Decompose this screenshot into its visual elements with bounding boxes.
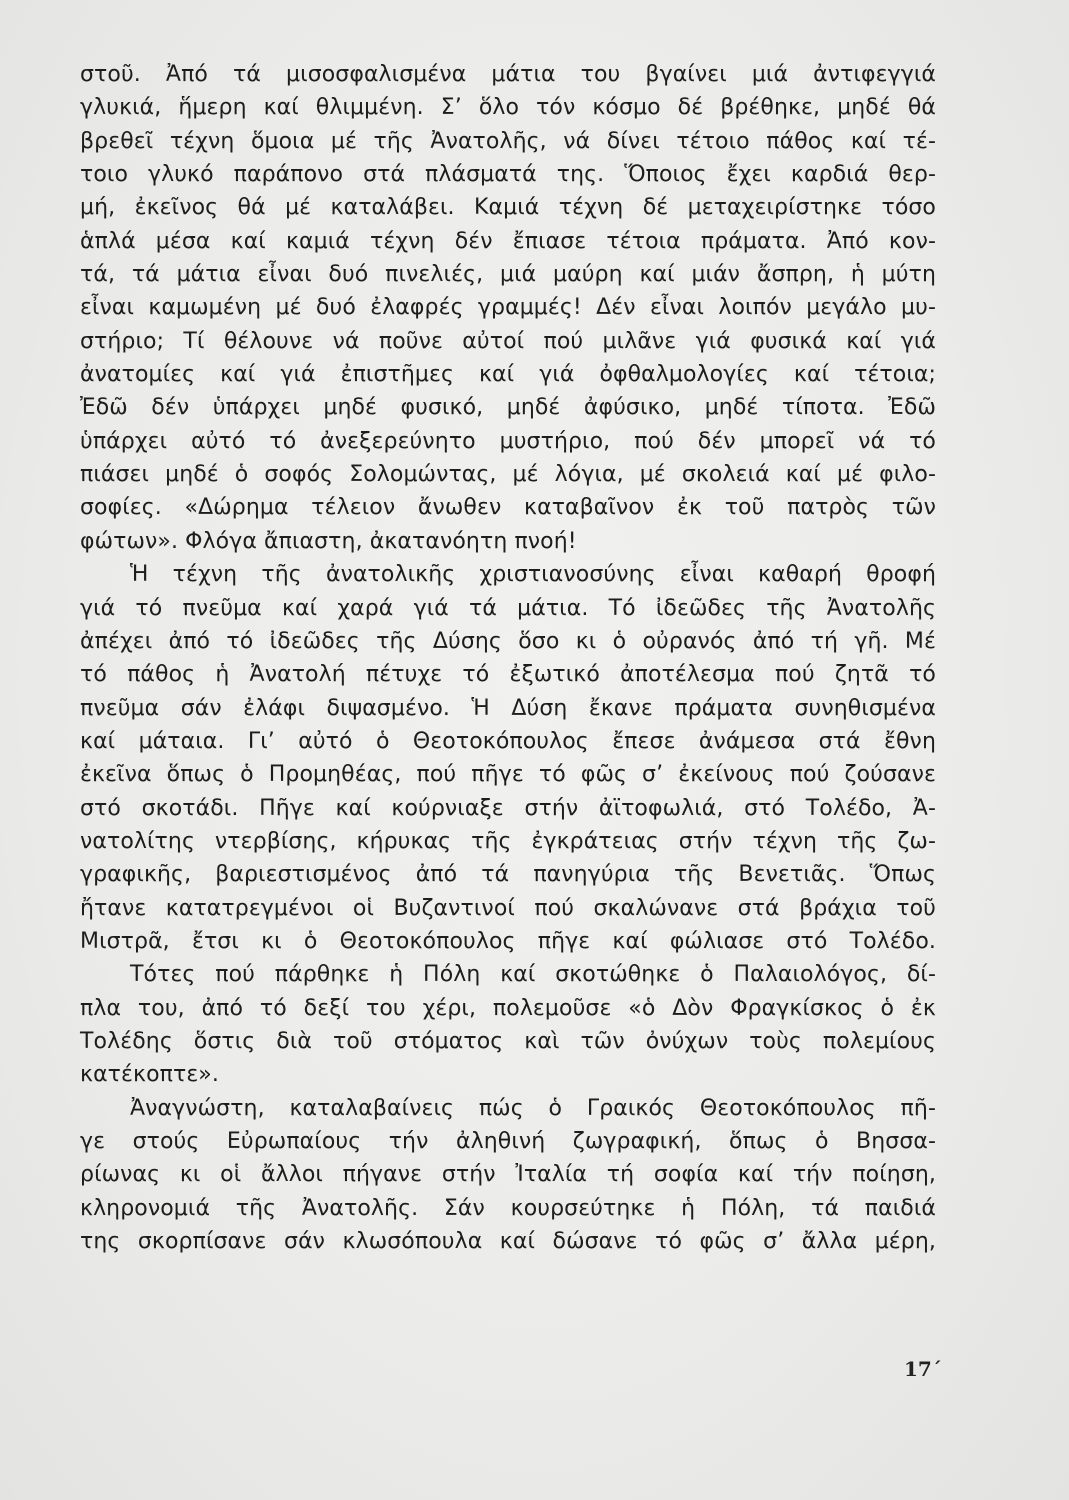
text-line: φώτων». Φλόγα ἄπιαστη, ἀκατανόητη πνοή! <box>80 528 577 554</box>
paragraph <box>80 958 936 1091</box>
text-line: πιάσει μηδέ ὁ σοφός Σολομώντας, μέ λόγια, μέ σκολειά καί μέ φιλο- <box>80 462 936 488</box>
page-number: 17΄ <box>904 1357 942 1381</box>
text-line: βρεθεῖ τέχνη ὅμοια μέ τῆς Ἀνατολῆς, νά δίνει τέτοιο πάθος καί τέ- <box>80 128 936 154</box>
text-line: καί μάταια. Γι’ αὐτό ὁ Θεοτοκόπουλος ἔπεσε ἀνάμεσα στά ἔθνη <box>80 728 936 754</box>
text-line: σοφίες. «Δώρημα τέλειον ἄνωθεν καταβαῖνον ἐκ τοῦ πατρὸς τῶν <box>80 495 936 521</box>
text-line: Ἡ τέχνη τῆς ἀνατολικῆς χριστιανοσύνης εἶναι καθαρή θροφή <box>130 562 936 588</box>
text-line: κληρονομιά τῆς Ἀνατολῆς. Σάν κουρσεύτηκε ἡ Πόλη, τά παιδιά <box>80 1195 936 1221</box>
text-line: κατέκοπτε». <box>80 1062 219 1088</box>
text-line: Μιστρᾶ, ἔτσι κι ὁ Θεοτοκόπουλος πῆγε καί φώλιασε στό Τολέδο. <box>80 928 936 954</box>
text-line: στοῦ. Ἀπό τά μισοσφαλισμένα μάτια του βγαίνει μιά ἀντιφεγγιά <box>80 62 936 87</box>
paragraph <box>80 558 936 958</box>
text-line: ὑπάρχει αὐτό τό ἀνεξερεύνητο μυστήριο, πού δέν μπορεῖ νά τό <box>80 428 936 454</box>
paragraph <box>80 58 936 558</box>
text-line: τοιο γλυκό παράπονο στά πλάσματά της. Ὅποιος ἔχει καρδιά θερ- <box>80 162 936 188</box>
paragraph <box>80 1092 936 1259</box>
text-line: μή, ἐκεῖνος θά μέ καταλάβει. Καμιά τέχνη δέ μεταχειρίστηκε τόσο <box>80 195 936 221</box>
text-line: γε στούς Εὐρωπαίους τήν ἀληθινή ζωγραφική, ὅπως ὁ Βησσα- <box>80 1129 936 1154</box>
text-line: ρίωνας κι οἱ ἄλλοι πήγανε στήν Ἰταλία τή σοφία καί τήν ποίηση, <box>80 1162 936 1188</box>
text-line: στήριο; Τί θέλουνε νά ποῦνε αὐτοί πού μιλᾶνε γιά φυσικά καί γιά <box>80 328 936 354</box>
text-line: τά, τά μάτια εἶναι δυό πινελιές, μιά μαύρη καί μιάν ἄσπρη, ἡ μύτη <box>80 262 936 288</box>
text-line: ἐκεῖνα ὅπως ὁ Προμηθέας, πού πῆγε τό φῶς σ’ ἐκείνους πού ζούσανε <box>80 762 936 788</box>
text-line: της σκορπίσανε σάν κλωσόπουλα καί δώσανε τό φῶς σ’ ἄλλα μέρη, <box>80 1229 936 1255</box>
text-line: πνεῦμα σάν ἐλάφι διψασμένο. Ἡ Δύση ἔκανε πράματα συνηθισμένα <box>80 695 936 721</box>
text-line: τό πάθος ἡ Ἀνατολή πέτυχε τό ἐξωτικό ἀποτέλεσμα πού ζητᾶ τό <box>80 662 936 688</box>
text-line: ἁπλά μέσα καί καμιά τέχνη δέν ἔπιασε τέτοια πράματα. Ἀπό κον- <box>80 228 936 254</box>
text-line: Ἀναγνώστη, καταλαβαίνεις πώς ὁ Γραικός Θεοτοκόπουλος πῆ- <box>130 1095 936 1121</box>
body-text <box>80 58 936 1258</box>
text-line: νατολίτης ντερβίσης, κήρυκας τῆς ἐγκράτειας στήν τέχνη τῆς ζω- <box>80 828 936 854</box>
text-line: στό σκοτάδι. Πῆγε καί κούρνιαξε στήν ἀϊτοφωλιά, στό Τολέδο, Ἀ- <box>80 795 936 821</box>
text-line: Τότες πού πάρθηκε ἡ Πόλη καί σκοτώθηκε ὁ Παλαιολόγος, δί- <box>130 962 936 988</box>
text-line: Ἐδῶ δέν ὑπάρχει μηδέ φυσικό, μηδέ ἀφύσικο, μηδέ τίποτα. Ἐδῶ <box>80 395 936 421</box>
text-line: γραφικῆς, βαριεστισμένος ἀπό τά πανηγύρια τῆς Βενετιᾶς. Ὅπως <box>80 862 936 888</box>
text-line: ἀπέχει ἀπό τό ἰδεῶδες τῆς Δύσης ὅσο κι ὁ οὐρανός ἀπό τή γῆ. Μέ <box>80 628 936 654</box>
text-line: γιά τό πνεῦμα καί χαρά γιά τά μάτια. Τό ἰδεῶδες τῆς Ἀνατολῆς <box>80 595 936 621</box>
text-line: πλα του, ἀπό τό δεξί του χέρι, πολεμοῦσε «ὁ Δὸν Φραγκίσκος ὁ ἐκ <box>80 995 936 1021</box>
text-line: Τολέδης ὅστις διὰ τοῦ στόματος καὶ τῶν ὀνύχων τοὺς πολεμίους <box>80 1028 936 1054</box>
text-line: εἶναι καμωμένη μέ δυό ἐλαφρές γραμμές! Δέν εἶναι λοιπόν μεγάλο μυ- <box>80 295 936 321</box>
text-line: ἀνατομίες καί γιά ἐπιστῆμες καί γιά ὀφθαλμολογίες καί τέτοια; <box>80 362 936 388</box>
text-line: γλυκιά, ἥμερη καί θλιμμένη. Σ’ ὅλο τόν κόσμο δέ βρέθηκε, μηδέ θά <box>80 95 936 121</box>
text-line: ἤτανε κατατρεγμένοι οἱ Βυζαντινοί πού σκαλώνανε στά βράχια τοῦ <box>80 895 936 921</box>
